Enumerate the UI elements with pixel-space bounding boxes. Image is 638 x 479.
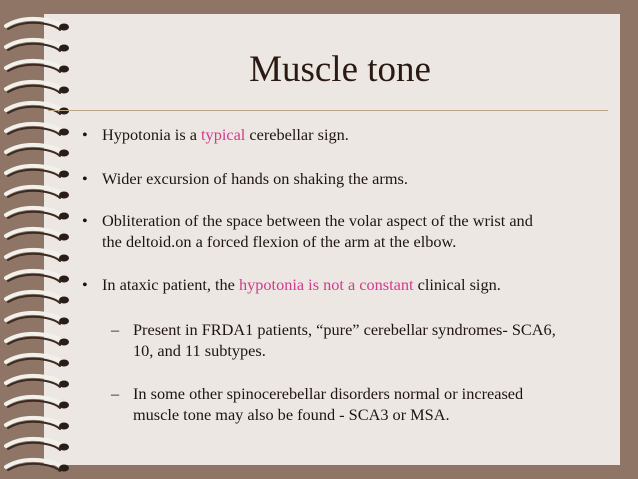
binding-ring (6, 19, 69, 31)
binding-ring (6, 103, 69, 115)
sub-bullet-marker: – (111, 320, 120, 339)
bullet-marker: • (82, 275, 88, 294)
binding-ring (6, 313, 69, 325)
binding-ring (6, 187, 69, 199)
binding-ring (6, 229, 69, 241)
binding-ring (6, 460, 69, 472)
bullet-text: Obliteration of the space between the volar aspect of the wrist and the deltoid.on a forced flexion of the arm at the elbow. (102, 211, 533, 251)
bullet-marker: • (82, 125, 88, 144)
binding-ring (6, 145, 69, 157)
bullet-text: Wider excursion of hands on shaking the arms. (102, 169, 408, 188)
slide-title: Muscle tone (249, 49, 431, 90)
binding-ring (6, 334, 69, 346)
bullet-text: Hypotonia is a typical cerebellar sign. (102, 125, 349, 144)
binding-ring (6, 292, 69, 304)
binding-ring (6, 397, 69, 409)
bullet-item (82, 210, 612, 252)
sub-bullet-item (111, 383, 611, 425)
title-divider (48, 110, 608, 111)
highlighted-term: hypotonia is not a constant (238, 275, 414, 294)
binding-ring (6, 124, 69, 136)
bullet-text: In ataxic patient, the hypotonia is not a constant clinical sign. (102, 275, 501, 294)
binding-ring (6, 418, 69, 430)
binding-ring (6, 208, 69, 220)
binding-ring (6, 355, 69, 367)
sub-bullet-item (111, 319, 611, 361)
binding-ring (6, 250, 69, 262)
sub-bullet-text: Present in FRDA1 patients, “pure” cerebellar syndromes- SCA6, 10, and 11 subtypes. (133, 320, 556, 360)
highlighted-term: typical (201, 125, 246, 144)
bullet-marker: • (82, 169, 88, 188)
sub-bullet-marker: – (111, 384, 120, 403)
sub-bullet-text: In some other spinocerebellar disorders normal or increased muscle tone may also be found - SCA3 or MSA. (133, 384, 524, 424)
binding-ring (6, 271, 69, 283)
binding-ring (6, 439, 69, 451)
bullet-marker: • (82, 211, 88, 230)
binding-ring (6, 166, 69, 178)
binding-ring (6, 376, 69, 388)
